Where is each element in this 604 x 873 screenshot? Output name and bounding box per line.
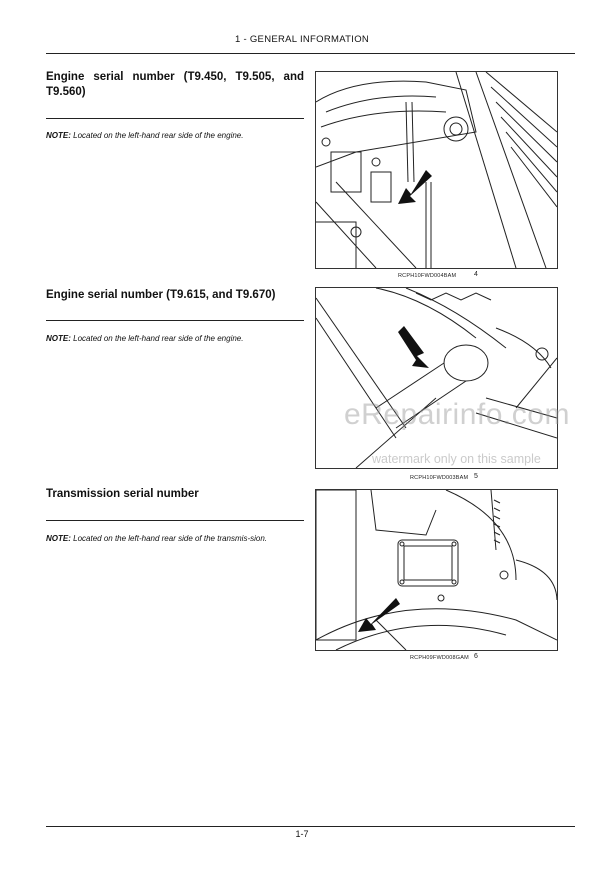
note-text: Located on the left-hand rear side of the transmis-sion. xyxy=(73,534,268,543)
figure-number-2: 5 xyxy=(474,473,478,480)
section-title-engine-serial-2: Engine serial number (T9.615, and T9.670) xyxy=(46,289,276,301)
watermark-subtitle: watermark only on this sample xyxy=(372,452,541,466)
figure-number-3: 6 xyxy=(474,653,478,660)
figure-transmission-serial xyxy=(315,489,558,651)
section-title-engine-serial-1: Engine serial number (T9.450, T9.505, and T9.560) xyxy=(46,71,304,98)
footer-rule xyxy=(46,826,575,827)
figure-engine-serial-1 xyxy=(315,71,558,269)
section-rule-2 xyxy=(46,320,304,321)
header-rule xyxy=(46,53,575,54)
note-text: Located on the left-hand rear side of the engine. xyxy=(73,131,244,140)
chapter-header: 1 - GENERAL INFORMATION xyxy=(234,34,370,45)
figure-code-2: RCPH10FWD003BAM xyxy=(410,475,469,481)
note-transmission-location xyxy=(46,533,304,545)
section-rule-3 xyxy=(46,520,304,521)
figure-engine-serial-2 xyxy=(315,287,558,469)
note-text: Located on the left-hand rear side of the engine. xyxy=(73,334,244,343)
note-label: NOTE: xyxy=(46,534,71,543)
figure-number-1: 4 xyxy=(474,271,478,278)
pointer-arrow xyxy=(398,170,432,204)
figure-code-1: RCPH10FWD004BAM xyxy=(398,273,457,279)
section-rule-1 xyxy=(46,118,304,119)
page-number: 1-7 xyxy=(295,829,309,839)
note-label: NOTE: xyxy=(46,131,71,140)
figure-code-3: RCPH09FWD008GAM xyxy=(410,655,469,661)
note-label: NOTE: xyxy=(46,334,71,343)
section-title-transmission-serial: Transmission serial number xyxy=(46,488,199,500)
note-engine-location-2 xyxy=(46,333,304,345)
note-engine-location-1 xyxy=(46,130,304,142)
watermark-logo: eRepairinfo.com xyxy=(344,398,570,431)
pointer-arrow xyxy=(398,326,429,368)
